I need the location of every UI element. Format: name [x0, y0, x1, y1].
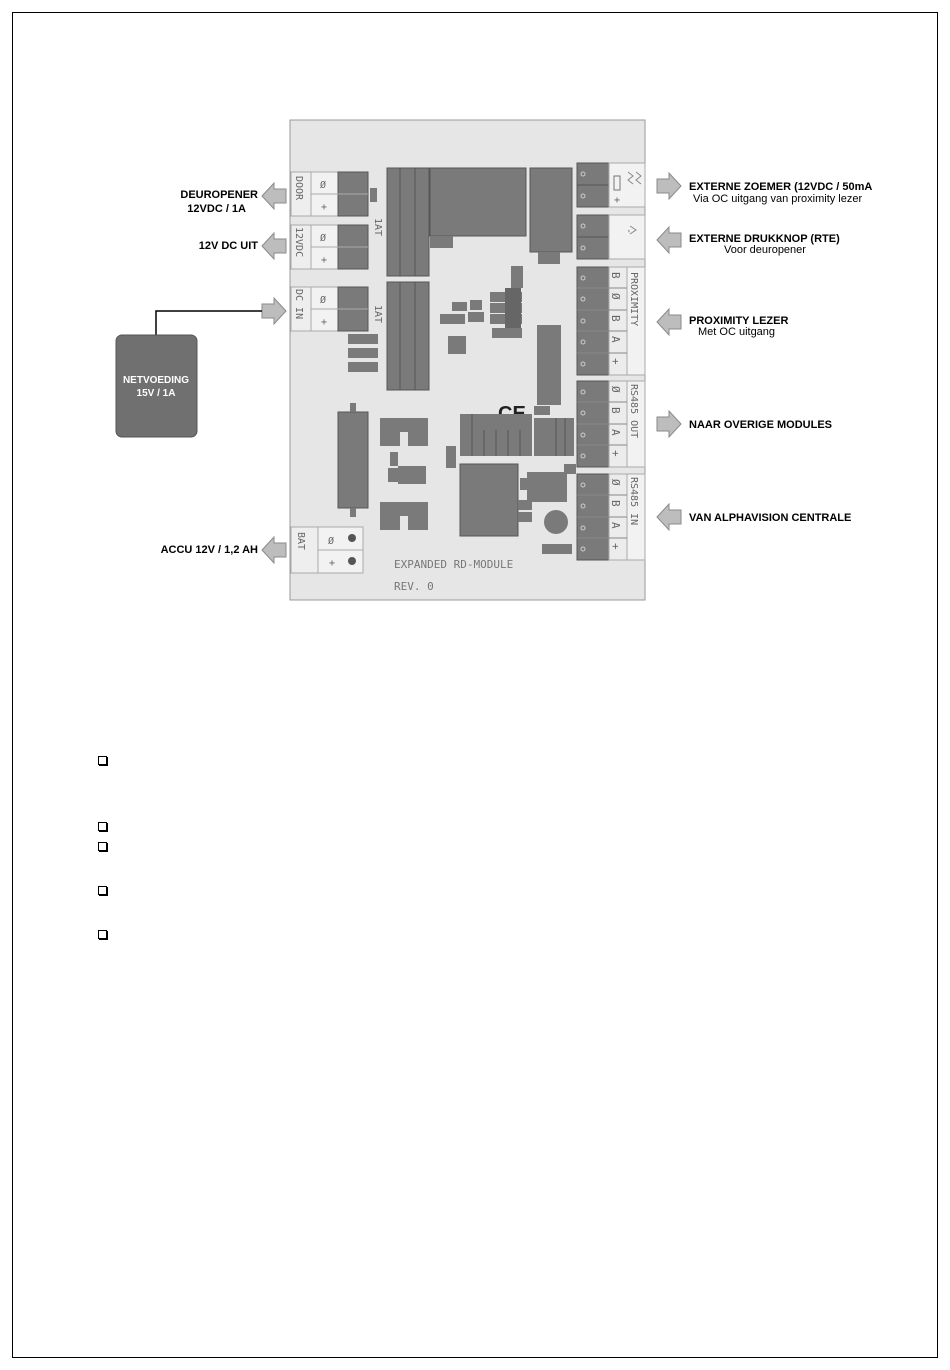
label-zoemer: EXTERNE ZOEMER (12VDC / 50mA	[689, 181, 873, 193]
label-drukknop-sub: Voor deuropener	[724, 244, 806, 256]
label-proximity-sub: Met OC uitgang	[698, 326, 776, 338]
svg-text:B: B	[609, 407, 622, 414]
checkbox-bullet	[98, 756, 107, 765]
12vdc-plus-pin: +	[321, 255, 328, 266]
terminal-bat	[291, 527, 363, 573]
power-supply-box	[116, 335, 197, 437]
svg-text:B: B	[609, 272, 622, 279]
dcin-ground-pin: Ø	[320, 295, 327, 306]
label-centrale: VAN ALPHAVISION CENTRALE	[689, 512, 852, 524]
fuse-label-1: 1AT	[372, 218, 383, 237]
terminal-12vdc	[291, 225, 368, 269]
rs485-in-terminal-label: RS485 IN	[628, 477, 639, 526]
fuse-label-2: 1AT	[372, 305, 383, 324]
svg-text:A: A	[609, 429, 622, 436]
checkbox-bullet	[98, 930, 107, 939]
checkbox-bullet	[98, 842, 107, 851]
label-drukknop: EXTERNE DRUKKNOP (RTE)	[689, 233, 840, 245]
terminal-rte	[577, 215, 645, 259]
door-terminal-label: DOOR	[293, 176, 304, 201]
terminal-door	[291, 172, 368, 216]
svg-text:A: A	[609, 336, 622, 343]
arrow-dc-in	[262, 298, 286, 324]
buzzer-plus-pin: +	[614, 195, 621, 206]
terminal-dc-in	[291, 287, 368, 331]
12vdc-ground-pin: Ø	[320, 233, 327, 244]
rs485-out-terminal-label: RS485 OUT	[628, 384, 639, 439]
label-12v-dc-uit: 12V DC UIT	[198, 240, 258, 252]
arrow-accu	[262, 537, 286, 563]
svg-text:+: +	[609, 358, 622, 365]
proximity-terminal-label: PROXIMITY	[628, 272, 639, 327]
bat-terminal-label: BAT	[295, 532, 306, 551]
terminal-rs485-in	[577, 474, 645, 560]
label-accu: ACCU 12V / 1,2 AH	[160, 544, 258, 556]
terminal-buzzer	[577, 163, 645, 207]
bat-ground-pin: Ø	[328, 536, 335, 547]
arrow-12v-dc-uit	[262, 233, 286, 259]
power-supply-spec: 15V / 1A	[136, 388, 176, 399]
arrow-drukknop	[657, 227, 681, 253]
arrow-overige-modules	[657, 411, 681, 437]
dcin-plus-pin: +	[321, 317, 328, 328]
label-deuropener: DEUROPENER	[180, 189, 258, 201]
label-deuropener-spec: 12VDC / 1A	[187, 203, 246, 215]
door-ground-pin: Ø	[320, 180, 327, 191]
arrow-zoemer	[657, 173, 681, 199]
pcb-title: EXPANDED RD-MODULE	[394, 558, 514, 571]
svg-text:+: +	[609, 450, 622, 457]
checkbox-bullet	[98, 886, 107, 895]
dcin-terminal-label: DC IN	[293, 289, 304, 320]
arrow-centrale	[657, 504, 681, 530]
svg-text:Ø: Ø	[609, 386, 622, 393]
door-plus-pin: +	[321, 202, 328, 213]
svg-text:A: A	[609, 522, 622, 529]
svg-text:B: B	[609, 500, 622, 507]
12vdc-terminal-label: 12VDC	[293, 227, 304, 258]
arrow-deuropener	[262, 183, 286, 209]
rte-symbol: -	[623, 228, 634, 235]
pcb-revision: REV. 0	[394, 580, 434, 593]
arrow-proximity	[657, 309, 681, 335]
label-proximity: PROXIMITY LEZER	[689, 315, 789, 327]
checkbox-bullet	[98, 822, 107, 831]
svg-text:Ø: Ø	[609, 293, 622, 300]
terminal-proximity	[577, 267, 645, 375]
svg-text:B: B	[609, 315, 622, 322]
svg-text:Ø: Ø	[609, 479, 622, 486]
power-supply-name: NETVOEDING	[122, 375, 190, 386]
label-overige-modules: NAAR OVERIGE MODULES	[689, 419, 833, 431]
label-zoemer-sub: Via OC uitgang van proximity lezer	[693, 193, 863, 205]
terminal-rs485-out	[577, 381, 645, 467]
svg-text:+: +	[609, 543, 622, 550]
bat-plus-pin: +	[329, 558, 336, 569]
